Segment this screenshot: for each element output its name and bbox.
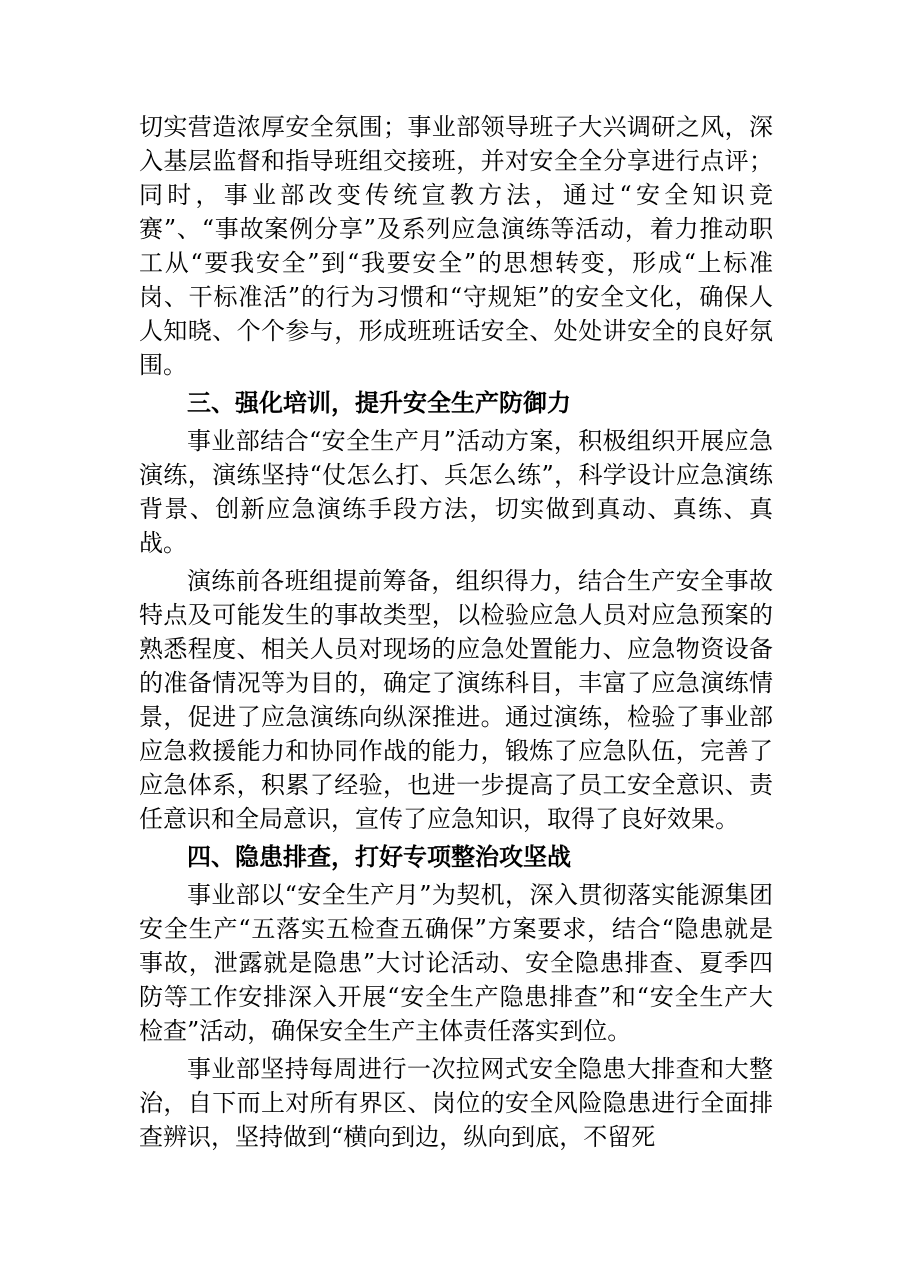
paragraph-drill-plan: 事业部结合“安全生产月”活动方案，积极组织开展应急演练，演练坚持“仗怎么打、兵怎么练”，科学设计应急演练背景、创新应急演练手段方法，切实做到真动、真练、真战。 [139,427,773,557]
document-page [139,110,773,1154]
section-heading-hazard-inspection: 四、隐患排查，打好专项整治攻坚战 [187,843,571,871]
paragraph-drill-results: 演练前各班组提前筹备，组织得力，结合生产安全事故特点及可能发生的事故类型，以检验应急人员对应急预案的熟悉程度、相关人员对现场的应急处置能力、应急物资设备的准备情况等为目的，确定了演练科目，丰富了应急演练情景，促进了应急演练向纵深推进。通过演练，检验了事业部应急救援能力和协同作战的能力，锻炼了应急队伍，完善了应急体系，积累了经验，也进一步提高了员工安全意识、责任意识和全局意识，宣传了应急知识，取得了良好效果。 [139,567,773,833]
paragraph-safety-atmosphere: 切实营造浓厚安全氛围；事业部领导班子大兴调研之风，深入基层监督和指导班组交接班，并对安全全分享进行点评；同时，事业部改变传统宣教方法，通过“安全知识竞赛”、“事故案例分享”及系列应急演练等活动，着力推动职工从“要我安全”到“我要安全”的思想转变，形成“上标准岗、干标准活”的行为习惯和“守规矩”的安全文化，确保人人知晓、个个参与，形成班班话安全、处处讲安全的良好氛围。 [139,113,773,379]
paragraph-hazard-campaign: 事业部以“安全生产月”为契机，深入贯彻落实能源集团安全生产“五落实五检查五确保”方案要求，结合“隐患就是事故，泄露就是隐患”大讨论活动、安全隐患排查、夏季四防等工作安排深入开展“安全生产隐患排查”和“安全生产大检查”活动，确保安全生产主体责任落实到位。 [139,881,773,1045]
paragraph-weekly-inspection: 事业部坚持每周进行一次拉网式安全隐患大排查和大整治，自下而上对所有界区、岗位的安全风险隐患进行全面排查辨识，坚持做到“横向到边，纵向到底，不留死 [139,1055,773,1151]
section-heading-training: 三、强化培训，提升安全生产防御力 [187,389,571,417]
